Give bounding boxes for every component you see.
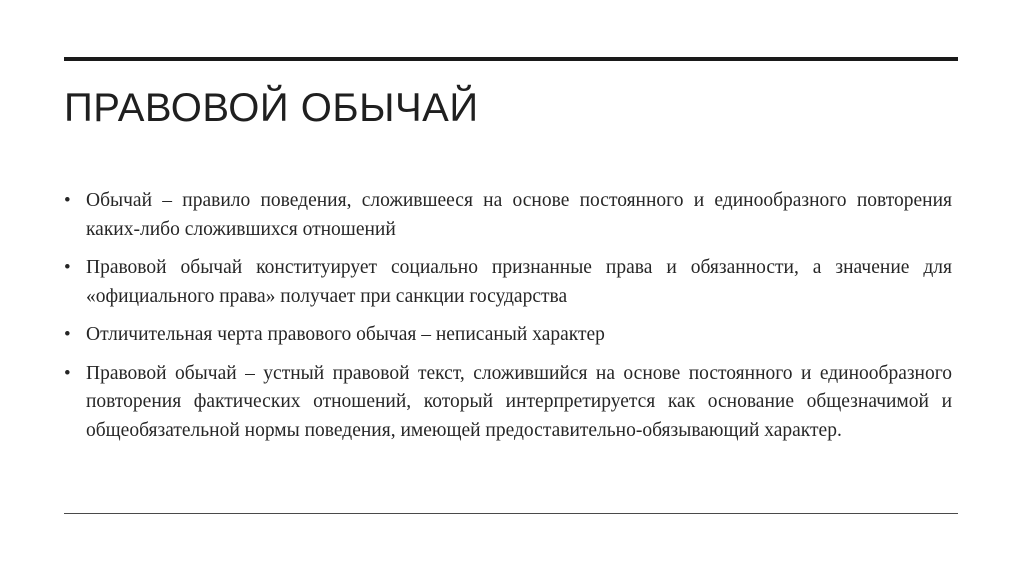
bullet-item (64, 360, 952, 446)
bullet-text: Правовой обычай – устный правовой текст, сложившийся на основе постоянного и единообразного повторения фактических отношений, который интерпретируется как основание общезначимой и общеобязательной нормы поведения, имеющей предоставительно-обязывающий характер. (86, 362, 952, 441)
bullet-icon: • (64, 362, 71, 384)
bullet-text: Обычай – правило поведения, сложившееся на основе постоянного и единообразного повторения каких-либо сложившихся отношений (86, 190, 952, 240)
bullet-list (64, 187, 952, 455)
bullet-item (64, 254, 952, 311)
bullet-icon: • (64, 257, 71, 278)
bullet-icon: • (64, 190, 71, 211)
bullet-item (64, 321, 952, 350)
bullet-text: Правовой обычай конституирует социально признанные права и обязанности, а значение для «официального права» получает при санкции государства (86, 257, 952, 307)
top-divider (64, 57, 958, 61)
bullet-text: Отличительная черта правового обычая – неписаный характер (86, 324, 605, 345)
bottom-divider (64, 513, 958, 514)
slide-title: ПРАВОВОЙ ОБЫЧАЙ (64, 86, 479, 130)
bullet-item (64, 187, 952, 244)
bullet-icon: • (64, 324, 71, 345)
